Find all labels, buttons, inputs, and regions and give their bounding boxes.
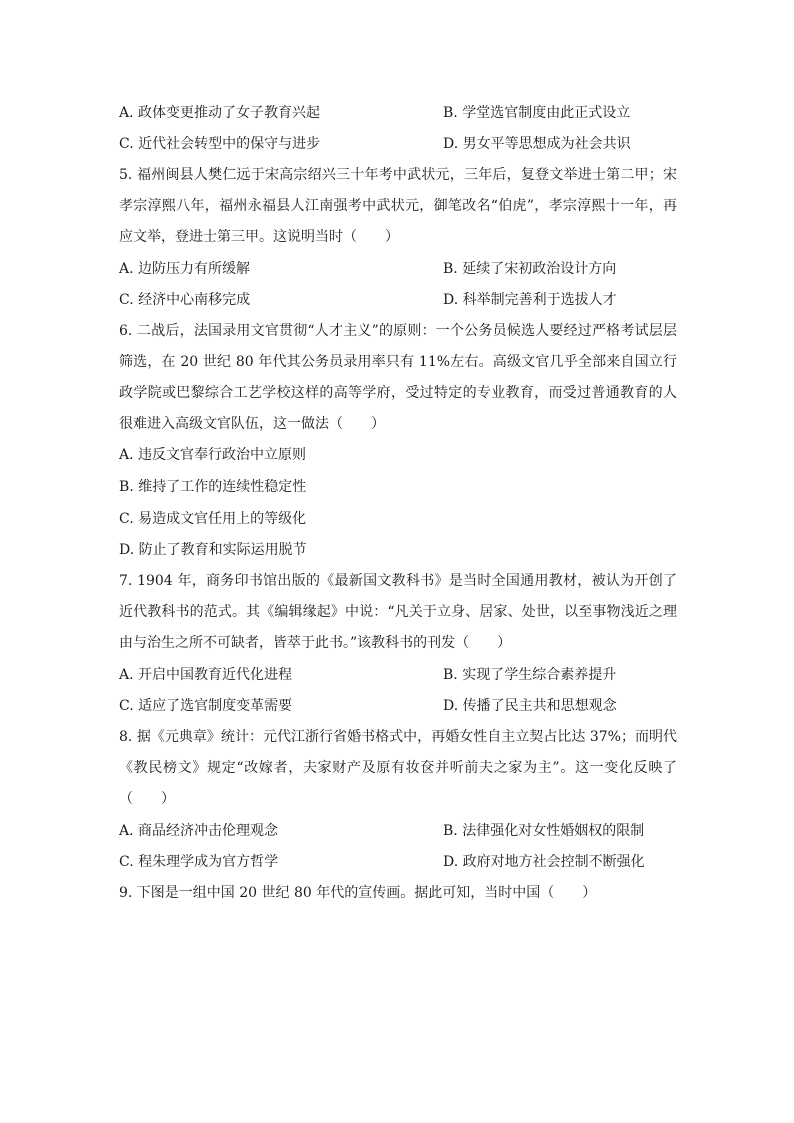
q5-option-c[interactable]: C. 经济中心南移完成 bbox=[119, 292, 251, 308]
q8-option-b[interactable]: B. 法律强化对女性婚姻权的限制 bbox=[443, 823, 645, 839]
q7-option-b[interactable]: B. 实现了学生综合素养提升 bbox=[443, 667, 617, 683]
q8-stem: 8. 据《元典章》统计：元代江浙行省婚书格式中，再婚女性自主立契占比达 37%；而明代《教民榜文》规定“改嫁者，夫家财产及原有妆奁并听前夫之家为主”。这一变化反映了（ ） bbox=[119, 729, 677, 807]
q4-options-row-1 bbox=[119, 103, 679, 123]
q5-option-a[interactable]: A. 边防压力有所缓解 bbox=[119, 261, 251, 277]
q8-option-a[interactable]: A. 商品经济冲击伦理观念 bbox=[119, 823, 279, 839]
q7-option-a[interactable]: A. 开启中国教育近代化进程 bbox=[119, 667, 293, 683]
q4-option-c[interactable]: C. 近代社会转型中的保守与进步 bbox=[119, 136, 321, 152]
q6-option-b[interactable]: B. 维持了工作的连续性稳定性 bbox=[119, 479, 307, 495]
q5-options-row-1 bbox=[119, 259, 679, 279]
q7-option-c[interactable]: C. 适应了选官制度变革需要 bbox=[119, 698, 293, 714]
q4-option-a[interactable]: A. 政体变更推动了女子教育兴起 bbox=[119, 105, 321, 121]
q5-option-b[interactable]: B. 延续了宋初政治设计方向 bbox=[443, 261, 617, 277]
q8-option-c[interactable]: C. 程朱理学成为官方哲学 bbox=[119, 854, 279, 870]
q8-options-row-2 bbox=[119, 852, 679, 872]
q4-option-b[interactable]: B. 学堂选官制度由此正式设立 bbox=[443, 105, 631, 121]
q4-option-d[interactable]: D. 男女平等思想成为社会共识 bbox=[443, 136, 631, 152]
q6-option-d[interactable]: D. 防止了教育和实际运用脱节 bbox=[119, 542, 307, 558]
q8-option-d[interactable]: D. 政府对地方社会控制不断强化 bbox=[443, 854, 645, 870]
q6-option-c[interactable]: C. 易造成文官任用上的等级化 bbox=[119, 511, 307, 527]
q5-option-d[interactable]: D. 科举制完善利于选拔人才 bbox=[443, 292, 617, 308]
q5-stem: 5. 福州闽县人樊仁远于宋高宗绍兴三十年考中武状元，三年后，复登文举进士第二甲；宋孝宗淳熙八年，福州永福县人江南强考中武状元，御笔改名“伯虎”，孝宗淳熙十一年，再应文举，登进士第三甲。这说明当时（ ） bbox=[119, 167, 677, 245]
q5-options-row-2 bbox=[119, 290, 679, 310]
q4-options-row-2 bbox=[119, 134, 679, 154]
q7-options-row-2 bbox=[119, 696, 679, 716]
q6-option-a[interactable]: A. 违反文官奉行政治中立原则 bbox=[119, 447, 307, 463]
q9-stem: 9. 下图是一组中国 20 世纪 80 年代的宣传画。据此可知，当时中国（ ） bbox=[119, 885, 597, 901]
q8-options-row-1 bbox=[119, 821, 679, 841]
q7-options-row-1 bbox=[119, 665, 679, 685]
q7-stem: 7. 1904 年，商务印书馆出版的《最新国文教科书》是当时全国通用教材，被认为开创了近代教科书的范式。其《编辑缘起》中说：“凡关于立身、居家、处世，以至事物浅近之理由与治生之所不可缺者，皆萃于此书。”该教科书的刊发（ ） bbox=[119, 573, 677, 651]
q7-option-d[interactable]: D. 传播了民主共和思想观念 bbox=[443, 698, 617, 714]
q6-stem: 6. 二战后，法国录用文官贯彻“人才主义”的原则：一个公务员候选人要经过严格考试层层筛选，在 20 世纪 80 年代其公务员录用率只有 11%左右。高级文官几乎全部来自国立行政学院或巴黎综合工艺学校这样的高等学府，受过特定的专业教育，而受过普通教育的人很难进入高级文官队伍，这一做法（ ） bbox=[119, 323, 677, 432]
